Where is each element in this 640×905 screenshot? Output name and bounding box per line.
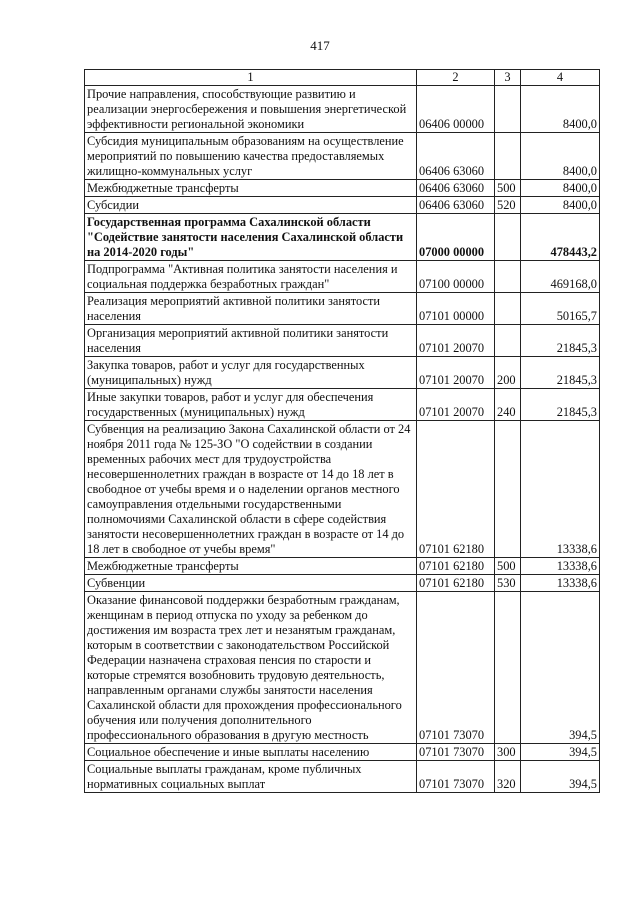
row-amount: 8400,0 [521, 180, 600, 197]
header-col-2: 2 [417, 70, 495, 86]
table-row [85, 421, 600, 558]
row-expense-type: 500 [495, 180, 521, 197]
row-expense-type [495, 293, 521, 325]
row-name: Прочие направления, способствующие развитию и реализации энергосбережения и повышения энергетической эффективности региональной экономики [85, 86, 417, 133]
row-name: Межбюджетные трансферты [85, 180, 417, 197]
row-name: Оказание финансовой поддержки безработным гражданам, женщинам в период отпуска по уходу за ребенком до достижения им возраста трех лет и незанятым гражданам, которым в соответствии с законодательством Российской Федерации назначена страховая пенсия по старости и которые стремятся возобновить трудовую деятельность, направленным органами службы занятости населения Сахалинской области для прохождения профессионального обучения или получения дополнительного профессионального образования в другую местность [85, 592, 417, 744]
row-expense-type [495, 592, 521, 744]
row-name: Социальные выплаты гражданам, кроме публичных нормативных социальных выплат [85, 761, 417, 793]
row-amount: 50165,7 [521, 293, 600, 325]
row-code: 07101 00000 [417, 293, 495, 325]
row-expense-type [495, 214, 521, 261]
row-amount: 8400,0 [521, 133, 600, 180]
row-code: 07101 73070 [417, 744, 495, 761]
row-amount: 21845,3 [521, 357, 600, 389]
row-code: 07101 62180 [417, 558, 495, 575]
header-col-4: 4 [521, 70, 600, 86]
row-amount: 8400,0 [521, 197, 600, 214]
row-name: Закупка товаров, работ и услуг для государственных (муниципальных) нужд [85, 357, 417, 389]
table-row [85, 197, 600, 214]
row-expense-type: 200 [495, 357, 521, 389]
row-amount: 21845,3 [521, 325, 600, 357]
row-expense-type: 240 [495, 389, 521, 421]
row-name: Субвенция на реализацию Закона Сахалинской области от 24 ноября 2011 года № 125-ЗО "О содействии в создании временных рабочих мест для трудоустройства несовершеннолетних граждан в возрасте от 14 до 18 лет в свободное от учебы время и о наделении органов местного самоуправления отдельными государственными полномочиями Сахалинской области в сфере содействия занятости несовершеннолетних граждан в возрасте от 14 до 18 лет в свободное от учебы время" [85, 421, 417, 558]
row-code: 07100 00000 [417, 261, 495, 293]
row-name: Реализация мероприятий активной политики занятости населения [85, 293, 417, 325]
row-expense-type: 300 [495, 744, 521, 761]
row-expense-type [495, 261, 521, 293]
row-expense-type: 520 [495, 197, 521, 214]
row-amount: 394,5 [521, 592, 600, 744]
table-row [85, 133, 600, 180]
table-row [85, 592, 600, 744]
table-row [85, 261, 600, 293]
row-amount: 394,5 [521, 761, 600, 793]
row-code: 06406 63060 [417, 197, 495, 214]
row-code: 07101 62180 [417, 421, 495, 558]
row-name: Организация мероприятий активной политики занятости населения [85, 325, 417, 357]
row-amount: 21845,3 [521, 389, 600, 421]
row-name: Субсидия муниципальным образованиям на осуществление мероприятий по повышению качества предоставляемых жилищно-коммунальных услуг [85, 133, 417, 180]
page-number: 417 [310, 38, 330, 53]
table-row [85, 293, 600, 325]
row-expense-type: 530 [495, 575, 521, 592]
table-row [85, 325, 600, 357]
row-expense-type: 320 [495, 761, 521, 793]
row-expense-type: 500 [495, 558, 521, 575]
row-name: Субсидии [85, 197, 417, 214]
table-row [85, 744, 600, 761]
row-code: 07101 73070 [417, 761, 495, 793]
row-amount: 13338,6 [521, 575, 600, 592]
row-expense-type [495, 325, 521, 357]
row-code: 07101 20070 [417, 357, 495, 389]
table-row [85, 761, 600, 793]
row-code: 07101 20070 [417, 389, 495, 421]
row-amount: 394,5 [521, 744, 600, 761]
row-name: Подпрограмма "Активная политика занятости населения и социальная поддержка безработных граждан" [85, 261, 417, 293]
table-row [85, 86, 600, 133]
header-col-1: 1 [85, 70, 417, 86]
table-row [85, 575, 600, 592]
table-row [85, 558, 600, 575]
header-col-3: 3 [495, 70, 521, 86]
row-code: 06406 63060 [417, 133, 495, 180]
row-name: Государственная программа Сахалинской области "Содействие занятости населения Сахалинской области на 2014-2020 годы" [85, 214, 417, 261]
row-name: Социальное обеспечение и иные выплаты населению [85, 744, 417, 761]
row-name: Субвенции [85, 575, 417, 592]
table-row-program [85, 214, 600, 261]
row-code: 07000 00000 [417, 214, 495, 261]
row-expense-type [495, 133, 521, 180]
table-row [85, 180, 600, 197]
row-code: 06406 63060 [417, 180, 495, 197]
row-name: Межбюджетные трансферты [85, 558, 417, 575]
row-code: 06406 00000 [417, 86, 495, 133]
row-amount: 8400,0 [521, 86, 600, 133]
row-code: 07101 62180 [417, 575, 495, 592]
budget-table [84, 69, 600, 793]
row-code: 07101 73070 [417, 592, 495, 744]
row-amount: 13338,6 [521, 421, 600, 558]
row-expense-type [495, 86, 521, 133]
row-amount: 469168,0 [521, 261, 600, 293]
table-row [85, 357, 600, 389]
row-name: Иные закупки товаров, работ и услуг для обеспечения государственных (муниципальных) нужд [85, 389, 417, 421]
table-row [85, 389, 600, 421]
row-amount: 478443,2 [521, 214, 600, 261]
header-row [85, 70, 600, 86]
row-code: 07101 20070 [417, 325, 495, 357]
row-amount: 13338,6 [521, 558, 600, 575]
budget-rows [85, 86, 600, 793]
row-expense-type [495, 421, 521, 558]
